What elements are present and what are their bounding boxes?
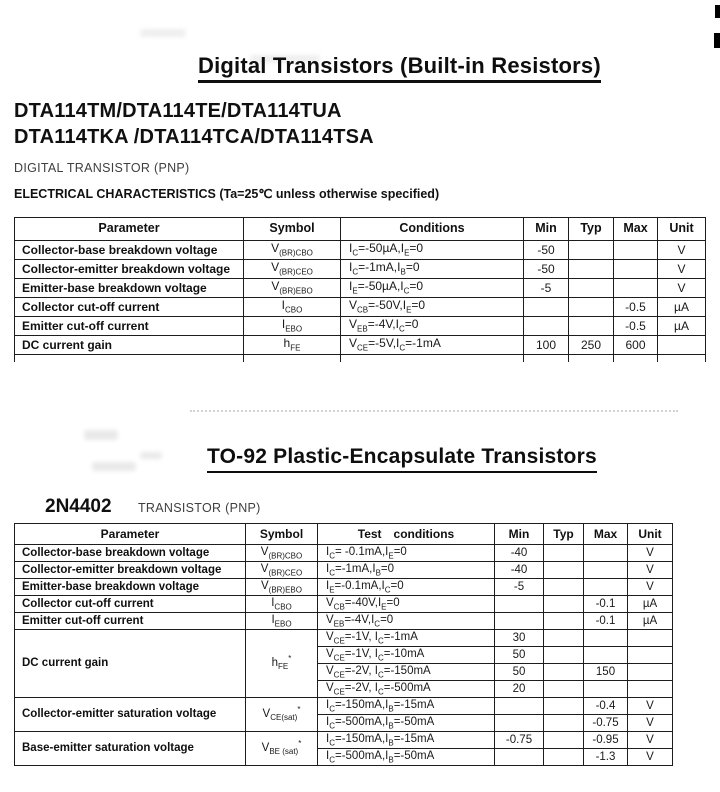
cell-min: -0.75 bbox=[495, 732, 544, 749]
section-title-digital-transistors: Digital Transistors (Built-in Resistors) bbox=[198, 53, 601, 83]
table-row bbox=[15, 562, 673, 579]
col-header-unit: Unit bbox=[658, 218, 706, 241]
cell-unit: V bbox=[628, 562, 673, 579]
cell-conditions: $I_E=-0.1mA,I_C=0$ bbox=[318, 579, 495, 596]
cell-typ bbox=[544, 715, 584, 732]
cell-conditions: $V_{CE}=-5V,I_C=-1mA$ bbox=[341, 336, 524, 355]
cell-conditions: $V_{CB}=-50V,I_E=0$ bbox=[341, 298, 524, 317]
table-row bbox=[15, 732, 673, 749]
cell-min: -40 bbox=[495, 562, 544, 579]
cell-max bbox=[614, 241, 658, 260]
col-header-parameter: Parameter bbox=[15, 524, 246, 545]
cell-parameter: Collector-emitter breakdown voltage bbox=[15, 260, 244, 279]
cell-min bbox=[524, 317, 569, 336]
cell-conditions: $I_C= -0.1mA,I_E=0$ bbox=[318, 545, 495, 562]
part-numbers-line1: DTA114TM/DTA114TE/DTA114TUA bbox=[14, 100, 342, 122]
cell-unit: V bbox=[658, 241, 706, 260]
cell-min bbox=[495, 613, 544, 630]
cell-max: -1.3 bbox=[584, 749, 628, 766]
col-header-max: Max bbox=[614, 218, 658, 241]
cell-conditions: $V_{CB}=-40V,I_E=0$ bbox=[318, 596, 495, 613]
cell-min bbox=[495, 715, 544, 732]
cell-min: 50 bbox=[495, 647, 544, 664]
cell-max bbox=[584, 681, 628, 698]
cell-symbol: $V_{(BR)EBO}$ bbox=[244, 279, 341, 298]
col-header-max: Max bbox=[584, 524, 628, 545]
cell-max: -0.95 bbox=[584, 732, 628, 749]
cell-symbol: $I_{EBO}$ bbox=[246, 613, 318, 630]
section-title-to92: TO-92 Plastic-Encapsulate Transistors bbox=[207, 445, 597, 473]
cell-unit: µA bbox=[628, 596, 673, 613]
table-row bbox=[15, 630, 673, 647]
transistor-type-label: DIGITAL TRANSISTOR (PNP) bbox=[14, 161, 190, 175]
cell-parameter-dc-current-gain: DC current gain bbox=[15, 630, 246, 698]
cell-max: 150 bbox=[584, 664, 628, 681]
col-header-min: Min bbox=[524, 218, 569, 241]
cell-unit: V bbox=[658, 260, 706, 279]
cell-max: -0.5 bbox=[614, 298, 658, 317]
cell-min: 20 bbox=[495, 681, 544, 698]
cell-symbol: $I_{CBO}$ bbox=[246, 596, 318, 613]
cell-symbol-vbe-sat: $V_{BE (sat)}^*$ bbox=[246, 732, 318, 766]
cell-typ bbox=[544, 562, 584, 579]
cell-max bbox=[584, 630, 628, 647]
cell-typ bbox=[544, 681, 584, 698]
cell-max bbox=[584, 579, 628, 596]
cell-conditions: $I_C=-500mA,I_B=-50mA$ bbox=[318, 749, 495, 766]
col-header-typ: Typ bbox=[544, 524, 584, 545]
cell-typ bbox=[544, 579, 584, 596]
cell-unit: µA bbox=[658, 317, 706, 336]
cell-parameter: Collector-base breakdown voltage bbox=[15, 241, 244, 260]
cell-conditions: $I_C=-150mA,I_B=-15mA$ bbox=[318, 732, 495, 749]
cell-min bbox=[495, 596, 544, 613]
col-header-test-conditions: Test conditions bbox=[318, 524, 495, 545]
cell-symbol: $I_{EBO}$ bbox=[244, 317, 341, 336]
cell-parameter: Emitter cut-off current bbox=[15, 317, 244, 336]
cell-unit: V bbox=[658, 279, 706, 298]
cell-parameter-vce-sat: Collector-emitter saturation voltage bbox=[15, 698, 246, 732]
table-row bbox=[15, 698, 673, 715]
cell-typ bbox=[544, 732, 584, 749]
cell-min: -5 bbox=[495, 579, 544, 596]
scan-smudge bbox=[140, 29, 186, 37]
table-row bbox=[15, 298, 706, 317]
cell-typ bbox=[544, 545, 584, 562]
table-row bbox=[15, 279, 706, 298]
cell-unit bbox=[628, 647, 673, 664]
table-row bbox=[15, 579, 673, 596]
table-row bbox=[15, 317, 706, 336]
cell-min: -50 bbox=[524, 260, 569, 279]
cell-min: 30 bbox=[495, 630, 544, 647]
cell-max: -0.5 bbox=[614, 317, 658, 336]
table-row bbox=[15, 260, 706, 279]
table-row bbox=[15, 545, 673, 562]
cell-parameter: Collector cut-off current bbox=[15, 596, 246, 613]
part-number-2n4402: 2N4402 bbox=[45, 496, 112, 517]
cell-parameter: DC current gain bbox=[15, 336, 244, 355]
cell-conditions: $V_{CE}=-2V$, $I_C=-150mA$ bbox=[318, 664, 495, 681]
cell-min bbox=[495, 698, 544, 715]
2n4402-characteristics-table bbox=[14, 523, 673, 766]
cell-min: 100 bbox=[524, 336, 569, 355]
cell-conditions: $I_C=-1mA,I_B=0$ bbox=[341, 260, 524, 279]
cell-typ bbox=[544, 613, 584, 630]
cell-unit: µA bbox=[628, 613, 673, 630]
cell-min: 50 bbox=[495, 664, 544, 681]
cell-symbol: $V_{(BR)EBO}$ bbox=[246, 579, 318, 596]
cell-symbol-vce-sat: $V_{CE(sat)}^*$ bbox=[246, 698, 318, 732]
cell-max bbox=[614, 260, 658, 279]
cell-typ bbox=[569, 317, 614, 336]
col-header-unit: Unit bbox=[628, 524, 673, 545]
cell-typ: 250 bbox=[569, 336, 614, 355]
cell-parameter: Emitter-base breakdown voltage bbox=[15, 579, 246, 596]
cell-min: -50 bbox=[524, 241, 569, 260]
scan-artifact-line bbox=[190, 410, 678, 412]
cell-unit bbox=[628, 630, 673, 647]
cell-max bbox=[584, 562, 628, 579]
cell-unit: V bbox=[628, 698, 673, 715]
cell-conditions: $V_{EB}=-4V,I_C=0$ bbox=[318, 613, 495, 630]
cell-min: -5 bbox=[524, 279, 569, 298]
cell-max: -0.75 bbox=[584, 715, 628, 732]
cell-typ bbox=[569, 241, 614, 260]
cell-symbol: $I_{CBO}$ bbox=[244, 298, 341, 317]
page-edge-mark bbox=[715, 5, 720, 18]
cell-unit: V bbox=[628, 715, 673, 732]
part-numbers-line2: DTA114TKA /DTA114TCA/DTA114TSA bbox=[14, 126, 374, 148]
cell-min bbox=[495, 749, 544, 766]
transistor-type-label: TRANSISTOR (PNP) bbox=[138, 501, 261, 515]
col-header-min: Min bbox=[495, 524, 544, 545]
cell-max: 600 bbox=[614, 336, 658, 355]
cell-conditions: $I_C=-1mA,I_B=0$ bbox=[318, 562, 495, 579]
table-header-row bbox=[15, 524, 673, 545]
cell-conditions: $V_{CE}=-1V$, $I_C=-1mA$ bbox=[318, 630, 495, 647]
cell-unit: V bbox=[628, 579, 673, 596]
cell-conditions: $I_C=-50\mu A,I_E=0$ bbox=[341, 241, 524, 260]
scan-smudge bbox=[140, 452, 162, 459]
cell-unit: V bbox=[628, 545, 673, 562]
cell-conditions: $I_C=-500mA,I_B=-50mA$ bbox=[318, 715, 495, 732]
cell-typ bbox=[544, 749, 584, 766]
cell-unit: V bbox=[628, 749, 673, 766]
electrical-characteristics-heading: ELECTRICAL CHARACTERISTICS (Ta=25℃ unless otherwise specified) bbox=[14, 187, 440, 201]
cell-unit bbox=[658, 336, 706, 355]
table-row bbox=[15, 336, 706, 355]
scan-smudge bbox=[92, 462, 136, 471]
cell-max bbox=[614, 279, 658, 298]
cell-typ bbox=[544, 664, 584, 681]
table-row bbox=[15, 241, 706, 260]
col-header-symbol: Symbol bbox=[246, 524, 318, 545]
cell-max bbox=[584, 647, 628, 664]
cell-max: -0.1 bbox=[584, 596, 628, 613]
col-header-parameter: Parameter bbox=[15, 218, 244, 241]
cell-typ bbox=[544, 630, 584, 647]
table-header-row bbox=[15, 218, 706, 241]
cell-conditions: $I_C=-150mA,I_B=-15mA$ bbox=[318, 698, 495, 715]
table-row-clipped bbox=[15, 355, 706, 362]
cell-min: -40 bbox=[495, 545, 544, 562]
page-edge-mark bbox=[714, 33, 720, 48]
cell-parameter: Emitter cut-off current bbox=[15, 613, 246, 630]
col-header-typ: Typ bbox=[569, 218, 614, 241]
cell-unit bbox=[628, 681, 673, 698]
cell-typ bbox=[569, 260, 614, 279]
cell-symbol: $V_{(BR)CBO}$ bbox=[244, 241, 341, 260]
cell-max bbox=[584, 545, 628, 562]
cell-parameter: Collector-emitter breakdown voltage bbox=[15, 562, 246, 579]
col-header-symbol: Symbol bbox=[244, 218, 341, 241]
cell-typ bbox=[569, 279, 614, 298]
cell-typ bbox=[569, 298, 614, 317]
cell-typ bbox=[544, 596, 584, 613]
cell-conditions: $V_{CE}=-2V$, $I_C=-500mA$ bbox=[318, 681, 495, 698]
electrical-characteristics-table bbox=[14, 217, 706, 362]
table-row bbox=[15, 613, 673, 630]
cell-symbol-hfe: $h_{FE}^*$ bbox=[246, 630, 318, 698]
cell-symbol: $h_{FE}$ bbox=[244, 336, 341, 355]
cell-typ bbox=[544, 647, 584, 664]
cell-unit: V bbox=[628, 732, 673, 749]
cell-conditions: $V_{EB}=-4V,I_C=0$ bbox=[341, 317, 524, 336]
cell-parameter-vbe-sat: Base-emitter saturation voltage bbox=[15, 732, 246, 766]
cell-parameter: Collector-base breakdown voltage bbox=[15, 545, 246, 562]
cell-max: -0.1 bbox=[584, 613, 628, 630]
cell-parameter: Emitter-base breakdown voltage bbox=[15, 279, 244, 298]
cell-min bbox=[524, 298, 569, 317]
table-row bbox=[15, 596, 673, 613]
cell-parameter: Collector cut-off current bbox=[15, 298, 244, 317]
cell-conditions: $I_E=-50\mu A,I_C=0$ bbox=[341, 279, 524, 298]
scan-smudge bbox=[84, 430, 118, 440]
col-header-conditions: Conditions bbox=[341, 218, 524, 241]
cell-unit: µA bbox=[658, 298, 706, 317]
cell-symbol: $V_{(BR)CEO}$ bbox=[244, 260, 341, 279]
cell-unit bbox=[628, 664, 673, 681]
cell-symbol: $V_{(BR)CEO}$ bbox=[246, 562, 318, 579]
cell-typ bbox=[544, 698, 584, 715]
cell-symbol: $V_{(BR)CBO}$ bbox=[246, 545, 318, 562]
cell-max: -0.4 bbox=[584, 698, 628, 715]
cell-conditions: $V_{CE}=-1V$, $I_C=-10mA$ bbox=[318, 647, 495, 664]
